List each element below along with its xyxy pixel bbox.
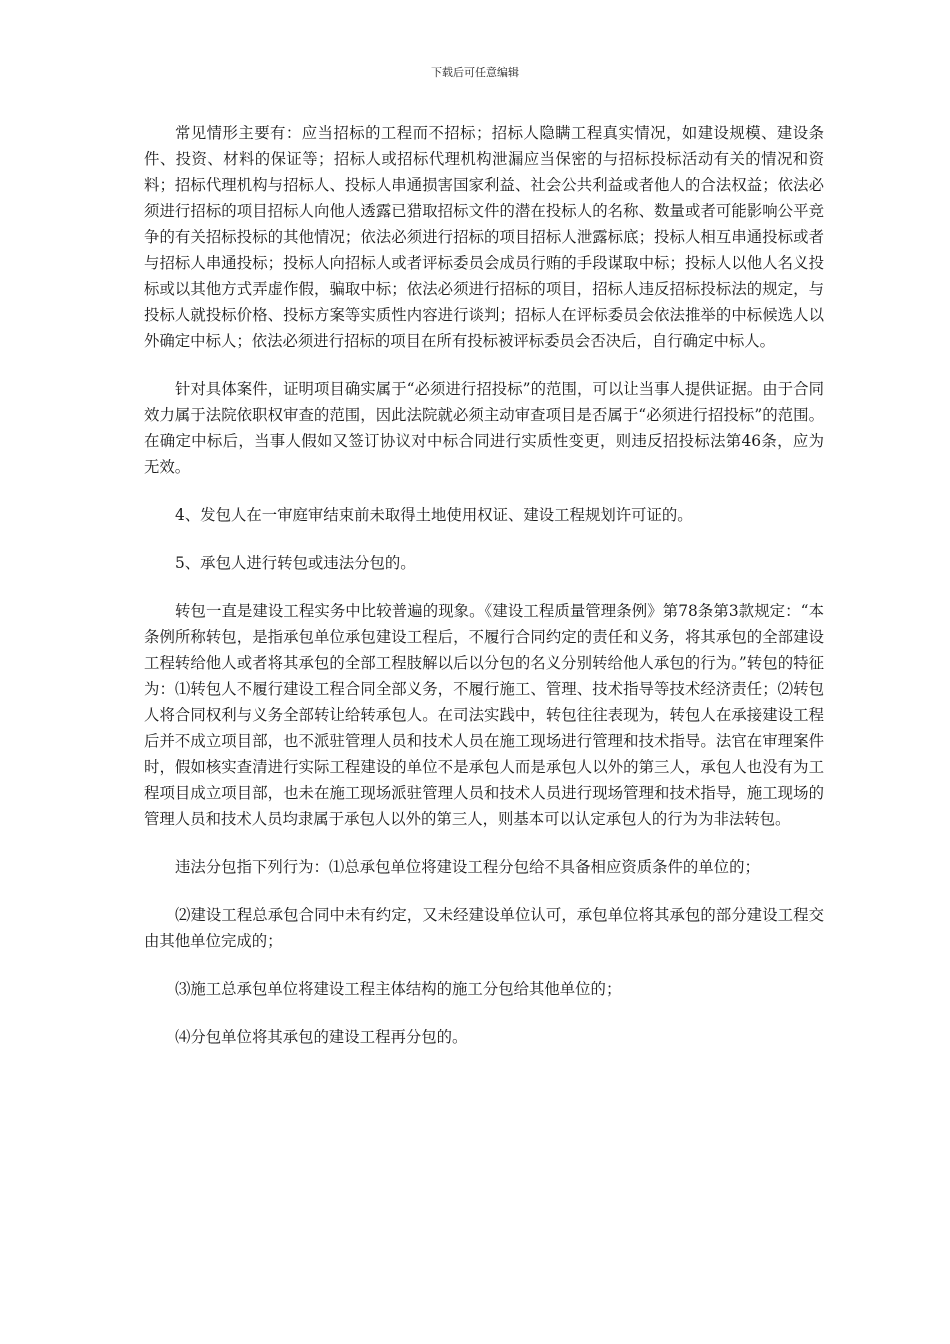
paragraph-subcontract-definition: 转包一直是建设工程实务中比较普遍的现象。《建设工程质量管理条例》第78条第3款规定：“本条例所称转包，是指承包单位承包建设工程后，不履行合同约定的责任和义务，将其承包的全部建设工程转给他人或者将其承包的全部工程肢解以后以分包的名义分别转给他人承包的行为。”转包的特征为：⑴转包人不履行建设工程合同全部义务，不履行施工、管理、技术指导等技术经济责任；⑵转包人将合同权利与义务全部转让给转承包人。在司法实践中，转包往往表现为，转包人在承接建设工程后并不成立项目部，也不派驻管理人员和技术人员在施工现场进行管理和技术指导。法官在审理案件时，假如核实查清进行实际工程建设的单位不是承包人而是承包人以外的第三人，承包人也没有为工程项目成立项目部，也未在施工现场派驻管理人员和技术人员进行现场管理和技术指导，施工现场的管理人员和技术人员均隶属于承包人以外的第三人，则基本可以认定承包人的行为为非法转包。 [144, 602, 824, 828]
paragraph-specific-cases: 针对具体案件，证明项目确实属于“必须进行招投标”的范围，可以让当事人提供证据。由于合同效力属于法院依职权审查的范围，因此法院就必须主动审查项目是否属于“必须进行招投标”的范围。在确定中标后，当事人假如又签订协议对中标合同进行实质性变更，则违反招投标法第46条，应为无效。 [144, 380, 824, 476]
page-header: 下载后可任意编辑 [431, 66, 519, 79]
paragraph-illegal-subcontract-4: ⑷分包单位将其承包的建设工程再分包的。 [175, 1028, 468, 1046]
paragraph-illegal-subcontract: 违法分包指下列行为：⑴总承包单位将建设工程分包给不具备相应资质条件的单位的； [175, 858, 760, 876]
document-body [144, 120, 824, 1050]
paragraph-item-4: 4、发包人在一审庭审结束前未取得土地使用权证、建设工程规划许可证的。 [175, 506, 693, 524]
paragraph-item-5: 5、承包人进行转包或违法分包的。 [175, 554, 416, 572]
paragraph-common-situations: 常见情形主要有：应当招标的工程而不招标；招标人隐瞒工程真实情况，如建设规模、建设条件、投资、材料的保证等；招标人或招标代理机构泄漏应当保密的与招标投标活动有关的情况和资料；招标代理机构与招标人、投标人串通损害国家利益、社会公共利益或者他人的合法权益；依法必须进行招标的项目招标人向他人透露已猎取招标文件的潜在投标人的名称、数量或者可能影响公平竞争的有关招标投标的其他情况；依法必须进行招标的项目招标人泄露标底；投标人相互串通投标或者与招标人串通投标；投标人向招标人或者评标委员会成员行贿的手段谋取中标；投标人以他人名义投标或以其他方式弄虚作假，骗取中标；依法必须进行招标的项目，招标人违反招标投标法的规定，与投标人就投标价格、投标方案等实质性内容进行谈判；招标人在评标委员会依法推举的中标候选人以外确定中标人；依法必须进行招标的项目在所有投标被评标委员会否决后，自行确定中标人。 [144, 124, 824, 350]
paragraph-illegal-subcontract-2: ⑵建设工程总承包合同中未有约定，又未经建设单位认可，承包单位将其承包的部分建设工程交由其他单位完成的； [144, 906, 824, 950]
paragraph-illegal-subcontract-3: ⑶施工总承包单位将建设工程主体结构的施工分包给其他单位的； [175, 980, 622, 998]
